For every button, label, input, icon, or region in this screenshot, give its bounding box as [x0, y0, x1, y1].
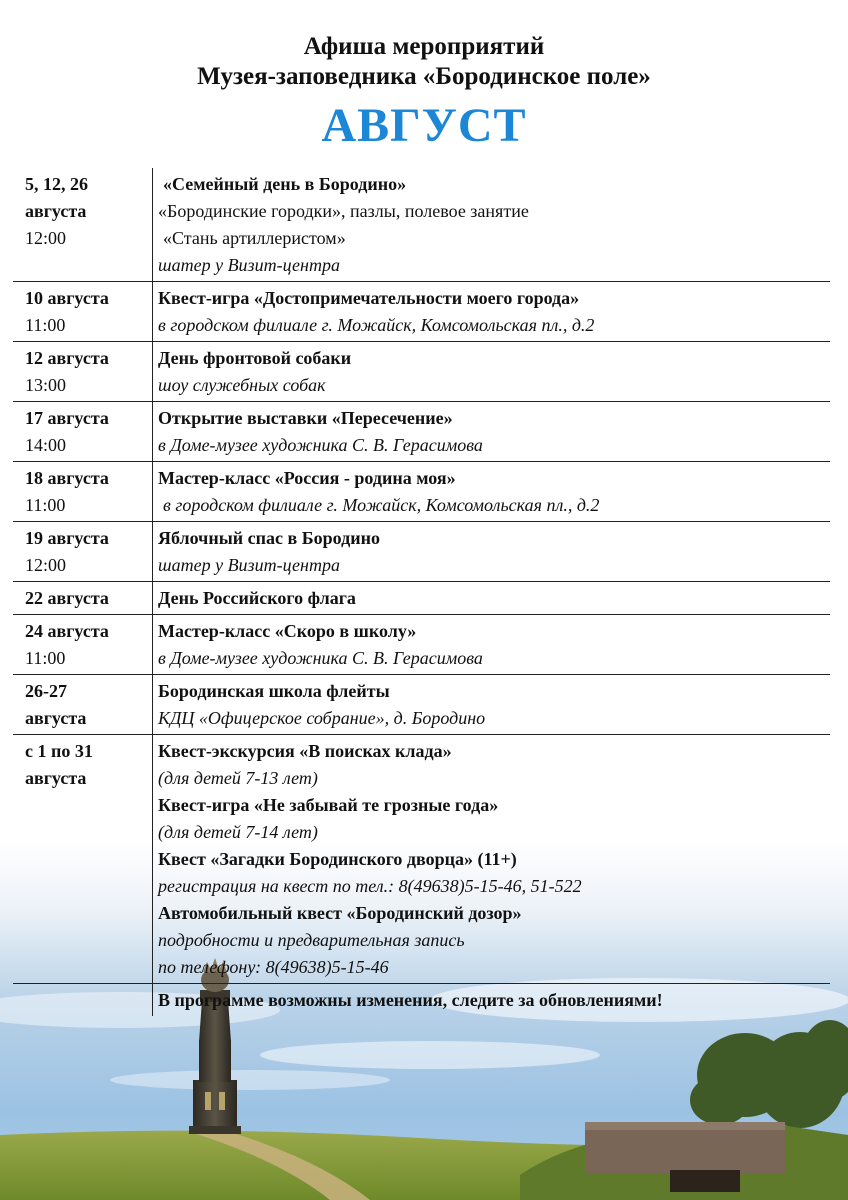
event-date-cell: [13, 282, 153, 341]
event-location: в Доме-музее художника С. В. Герасимова: [158, 648, 483, 668]
quest-note: подробности и предварительная запись: [158, 930, 465, 950]
event-info-cell: [153, 615, 830, 674]
event-date: с 1 по 31: [25, 741, 93, 761]
event-name: «Семейный день в Бородино»: [163, 174, 407, 194]
event-time: 11:00: [25, 495, 66, 515]
event-info-cell: [153, 675, 830, 734]
event-date-cell: [13, 462, 153, 521]
event-date: 26-27: [25, 681, 67, 701]
event-row: [13, 281, 830, 341]
event-info-cell: [153, 282, 830, 341]
poster-header: [0, 32, 848, 154]
quest-name: Квест-экскурсия «В поисках клада»: [158, 741, 452, 761]
event-name: Мастер-класс «Скоро в школу»: [158, 621, 417, 641]
event-date-cell: [13, 342, 153, 401]
event-info-cell: [153, 168, 830, 281]
event-date: августа: [25, 708, 87, 728]
event-row: [13, 674, 830, 734]
event-date: августа: [25, 201, 87, 221]
event-time: 11:00: [25, 648, 66, 668]
event-info-cell: [153, 342, 830, 401]
event-location: в городском филиале г. Можайск, Комсомольская пл., д.2: [158, 315, 595, 335]
event-date: 5, 12, 26: [25, 174, 88, 194]
quest-name: Автомобильный квест «Бородинский дозор»: [158, 903, 522, 923]
event-info-cell: [153, 402, 830, 461]
quest-name: Квест «Загадки Бородинского дворца» (11+): [158, 849, 517, 869]
quest-note: по телефону: 8(49638)5-15-46: [158, 957, 389, 977]
event-row: [13, 521, 830, 581]
events-table: [13, 168, 830, 1016]
event-info-cell: [153, 522, 830, 581]
event-date-cell: [13, 402, 153, 461]
event-time: 14:00: [25, 435, 67, 455]
event-date-cell: [13, 735, 153, 983]
event-date-cell: [13, 168, 153, 281]
event-date-cell: [13, 615, 153, 674]
event-row: [13, 168, 830, 281]
event-location: в Доме-музее художника С. В. Герасимова: [158, 435, 483, 455]
event-row: [13, 581, 830, 614]
event-info-cell: [153, 582, 830, 614]
event-date: 19 августа: [25, 528, 109, 548]
event-time: 11:00: [25, 315, 66, 335]
event-location: шоу служебных собак: [158, 375, 326, 395]
event-name: Яблочный спас в Бородино: [158, 528, 380, 548]
changes-note: В программе возможны изменения, следите за обновлениями!: [158, 990, 663, 1010]
event-date: 12 августа: [25, 348, 109, 368]
event-time: 12:00: [25, 555, 67, 575]
quest-note: (для детей 7-13 лет): [158, 768, 318, 788]
month-heading: АВГУСТ: [321, 99, 527, 152]
event-time: 12:00: [25, 228, 67, 248]
quest-note: регистрация на квест по тел.: 8(49638)5-15-46, 51-522: [158, 876, 582, 896]
event-location: шатер у Визит-центра: [158, 255, 340, 275]
event-row: [13, 401, 830, 461]
empty-date-cell: [13, 984, 153, 1016]
event-name: День Российского флага: [158, 588, 356, 608]
event-detail: «Стань артиллеристом»: [163, 228, 346, 248]
event-row: [13, 734, 830, 983]
event-name: Мастер-класс «Россия - родина моя»: [158, 468, 456, 488]
quest-note: (для детей 7-14 лет): [158, 822, 318, 842]
changes-note-row: [13, 983, 830, 1016]
event-name: Бородинская школа флейты: [158, 681, 390, 701]
event-date-cell: [13, 582, 153, 614]
event-row: [13, 461, 830, 521]
event-time: 13:00: [25, 375, 67, 395]
event-location: шатер у Визит-центра: [158, 555, 340, 575]
event-row: [13, 341, 830, 401]
poster-title-line2: Музея-заповедника «Бородинское поле»: [197, 63, 651, 90]
event-date: 10 августа: [25, 288, 109, 308]
poster-title-line1: Афиша мероприятий: [303, 33, 545, 60]
event-date: 22 августа: [25, 588, 109, 608]
event-info-cell: [153, 735, 830, 983]
event-date-cell: [13, 675, 153, 734]
event-location: КДЦ «Офицерское собрание», д. Бородино: [158, 708, 486, 728]
event-date-cell: [13, 522, 153, 581]
event-name: Квест-игра «Достопримечательности моего города»: [158, 288, 580, 308]
event-date: 24 августа: [25, 621, 109, 641]
event-detail: «Бородинские городки», пазлы, полевое занятие: [158, 201, 529, 221]
event-name: Открытие выставки «Пересечение»: [158, 408, 453, 428]
quest-name: Квест-игра «Не забывай те грозные года»: [158, 795, 499, 815]
event-row: [13, 614, 830, 674]
event-info-cell: [153, 462, 830, 521]
event-date: августа: [25, 768, 87, 788]
event-date: 17 августа: [25, 408, 109, 428]
event-name: День фронтовой собаки: [158, 348, 352, 368]
event-location: в городском филиале г. Можайск, Комсомольская пл., д.2: [163, 495, 600, 515]
event-date: 18 августа: [25, 468, 109, 488]
